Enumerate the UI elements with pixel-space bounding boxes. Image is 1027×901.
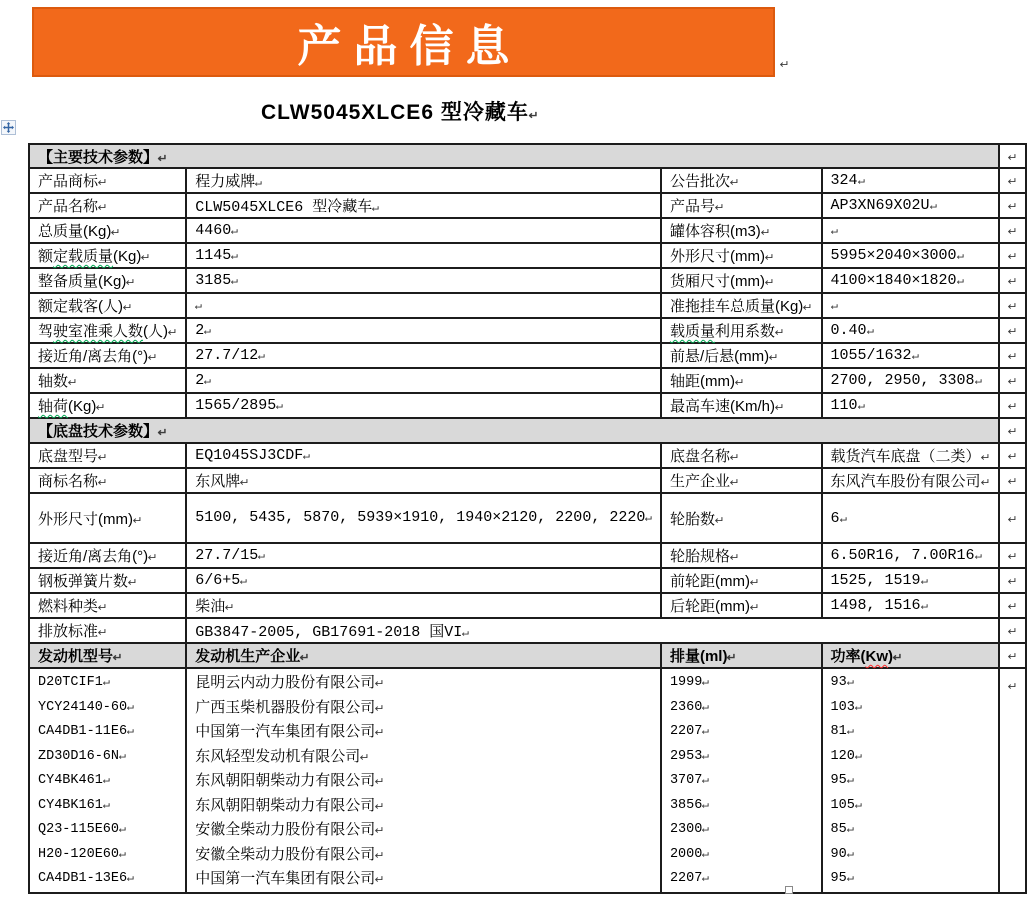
engine-maker: 昆明云内动力股份有限公司↵ — [195, 671, 652, 696]
engine-header-displacement: 排量(ml)↵ — [661, 643, 822, 668]
param-value: 1525, 1519↵ — [822, 568, 999, 593]
spellcheck-green: 驶室准乘人数 — [53, 323, 144, 340]
engine-model-column — [29, 668, 186, 893]
param-value: 3185↵ — [186, 268, 661, 293]
param-value — [186, 293, 661, 318]
param-value: 27.7/15↵ — [186, 543, 661, 568]
pilcrow-mark — [1007, 552, 1017, 563]
engine-displacement: 1999↵ — [670, 671, 813, 696]
param-value: 4460↵ — [186, 218, 661, 243]
engine-maker-column — [186, 668, 661, 893]
param-label: 外形尺寸(mm)↵ — [29, 493, 186, 543]
pilcrow-mark — [1007, 452, 1017, 463]
param-value: 2↵ — [186, 368, 661, 393]
pilcrow-mark — [1007, 627, 1017, 638]
engine-header-maker: 发动机生产企业↵ — [186, 643, 661, 668]
pilcrow-mark — [1007, 402, 1017, 413]
engine-displacement: 3707↵ — [670, 769, 813, 794]
param-label: 驾驶室准乘人数(人)↵ — [29, 318, 186, 343]
engine-power: 120↵ — [831, 745, 990, 770]
pilcrow-mark — [1007, 652, 1017, 663]
spec-table — [28, 143, 1027, 894]
spellcheck-green: 定载质量 — [53, 248, 114, 265]
engine-displacement-column — [661, 668, 822, 893]
param-label: 准拖挂车总质量(Kg)↵ — [661, 293, 822, 318]
engine-displacement: 2000↵ — [670, 843, 813, 868]
param-value: 6/6+5↵ — [186, 568, 661, 593]
engine-model: CA4DB1-11E6↵ — [38, 720, 177, 745]
param-label: 公告批次↵ — [661, 168, 822, 193]
param-label: 接近角/离去角(°)↵ — [29, 343, 186, 368]
param-label: 额定载质量(Kg)↵ — [29, 243, 186, 268]
param-value: 东风牌↵ — [186, 468, 661, 493]
pilcrow-mark — [1007, 477, 1017, 488]
param-label: 罐体容积(m3)↵ — [661, 218, 822, 243]
param-label: 外形尺寸(mm)↵ — [661, 243, 822, 268]
engine-displacement: 2360↵ — [670, 696, 813, 721]
pilcrow-mark — [780, 60, 790, 71]
section-header-main: 【主要技术参数】↵ — [29, 144, 999, 168]
engine-power: 93↵ — [831, 671, 990, 696]
product-info-banner — [32, 7, 775, 77]
param-label: 产品号↵ — [661, 193, 822, 218]
pilcrow-mark — [1007, 352, 1017, 363]
param-label: 前悬/后悬(mm)↵ — [661, 343, 822, 368]
engine-power: 95↵ — [831, 769, 990, 794]
engine-power: 95↵ — [831, 867, 990, 892]
param-value: 6↵ — [822, 493, 999, 543]
row-end-mark — [999, 144, 1026, 168]
engine-maker: 东风轻型发动机有限公司↵ — [195, 745, 652, 770]
engine-model: H20-120E60↵ — [38, 843, 177, 868]
engine-maker: 安徽全柴动力股份有限公司↵ — [195, 818, 652, 843]
engine-displacement: 2207↵ — [670, 720, 813, 745]
engine-maker: 中国第一汽车集团有限公司↵ — [195, 867, 652, 892]
engine-model: CA4DB1-13E6↵ — [38, 867, 177, 892]
param-label: 底盘型号↵ — [29, 443, 186, 468]
param-label: 载质量利用系数↵ — [661, 318, 822, 343]
pilcrow-mark — [1007, 327, 1017, 338]
param-value — [822, 218, 999, 243]
param-value: 0.40↵ — [822, 318, 999, 343]
param-value: 1498, 1516↵ — [822, 593, 999, 618]
pilcrow-mark — [1007, 252, 1017, 263]
engine-maker: 广西玉柴机器股份有限公司↵ — [195, 696, 652, 721]
param-value: 1145↵ — [186, 243, 661, 268]
param-label: 产品商标↵ — [29, 168, 186, 193]
pilcrow-mark — [1007, 202, 1017, 213]
engine-header-power: 功率(Kw)↵ — [822, 643, 999, 668]
param-value: 1565/2895↵ — [186, 393, 661, 418]
param-value: 2700, 2950, 3308↵ — [822, 368, 999, 393]
param-label: 后轮距(mm)↵ — [661, 593, 822, 618]
pilcrow-mark — [1007, 577, 1017, 588]
pilcrow-mark — [1007, 602, 1017, 613]
pilcrow-mark — [1007, 277, 1017, 288]
spellcheck-green: 载质量 — [669, 323, 715, 340]
param-value: 6.50R16, 7.00R16↵ — [822, 543, 999, 568]
param-value: 2↵ — [186, 318, 661, 343]
param-value — [822, 293, 999, 318]
engine-maker: 中国第一汽车集团有限公司↵ — [195, 720, 652, 745]
param-label: 最高车速(Km/h)↵ — [661, 393, 822, 418]
engine-power: 105↵ — [831, 794, 990, 819]
param-label: 整备质量(Kg)↵ — [29, 268, 186, 293]
param-label: 货厢尺寸(mm)↵ — [661, 268, 822, 293]
param-label: 轴距(mm)↵ — [661, 368, 822, 393]
engine-displacement: 2953↵ — [670, 745, 813, 770]
param-value: 5995×2040×3000↵ — [822, 243, 999, 268]
pilcrow-mark — [1007, 682, 1017, 693]
move-cross-icon — [3, 122, 14, 133]
banner-title: 产品信息 — [297, 22, 522, 71]
table-move-handle-icon[interactable] — [1, 120, 16, 135]
param-label: 底盘名称↵ — [661, 443, 822, 468]
param-value: 程力威牌↵ — [186, 168, 661, 193]
section-header-chassis: 【底盘技术参数】↵ — [29, 418, 999, 443]
engine-power: 81↵ — [831, 720, 990, 745]
engine-header-model: 发动机型号↵ — [29, 643, 186, 668]
param-label: 前轮距(mm)↵ — [661, 568, 822, 593]
engine-displacement: 3856↵ — [670, 794, 813, 819]
param-label: 排放标准↵ — [29, 618, 186, 643]
engine-model: YCY24140-60↵ — [38, 696, 177, 721]
engine-maker: 东风朝阳朝柴动力有限公司↵ — [195, 794, 652, 819]
pilcrow-mark — [1007, 427, 1017, 438]
param-label: 轴荷(Kg)↵ — [29, 393, 186, 418]
engine-power: 85↵ — [831, 818, 990, 843]
param-label: 生产企业↵ — [661, 468, 822, 493]
engine-displacement: 2300↵ — [670, 818, 813, 843]
param-value: 载货汽车底盘（二类）↵ — [822, 443, 999, 468]
pilcrow-mark — [158, 154, 168, 165]
doc-title-text: CLW5045XLCE6 型冷藏车 — [260, 101, 529, 124]
pilcrow-mark — [1007, 227, 1017, 238]
engine-model: Q23-115E60↵ — [38, 818, 177, 843]
pilcrow-mark — [528, 111, 539, 122]
param-label: 轮胎规格↵ — [661, 543, 822, 568]
param-value: EQ1045SJ3CDF↵ — [186, 443, 661, 468]
param-value: 5100, 5435, 5870, 5939×1910, 1940×2120, 2200, 2220↵ — [186, 493, 661, 543]
pilcrow-mark — [158, 428, 168, 439]
param-label: 额定载客(人)↵ — [29, 293, 186, 318]
engine-power: 90↵ — [831, 843, 990, 868]
pilcrow-mark — [1007, 377, 1017, 388]
param-value: 27.7/12↵ — [186, 343, 661, 368]
param-value: 324↵ — [822, 168, 999, 193]
emission-value: GB3847-2005, GB17691-2018 国VI↵ — [186, 618, 999, 643]
engine-model: D20TCIF1↵ — [38, 671, 177, 696]
engine-power: 103↵ — [831, 696, 990, 721]
param-value: 110↵ — [822, 393, 999, 418]
param-label: 燃料种类↵ — [29, 593, 186, 618]
doc-title — [0, 96, 800, 126]
engine-maker: 安徽全柴动力股份有限公司↵ — [195, 843, 652, 868]
engine-model: CY4BK461↵ — [38, 769, 177, 794]
param-label: 总质量(Kg)↵ — [29, 218, 186, 243]
engine-displacement: 2207↵ — [670, 867, 813, 892]
param-label: 钢板弹簧片数↵ — [29, 568, 186, 593]
param-label: 商标名称↵ — [29, 468, 186, 493]
engine-maker: 东风朝阳朝柴动力有限公司↵ — [195, 769, 652, 794]
param-label: 接近角/离去角(°)↵ — [29, 543, 186, 568]
pilcrow-mark — [1007, 177, 1017, 188]
pilcrow-mark — [1007, 515, 1017, 526]
param-value: 东风汽车股份有限公司↵ — [822, 468, 999, 493]
param-label: 轮胎数↵ — [661, 493, 822, 543]
engine-model: ZD30D16-6N↵ — [38, 745, 177, 770]
spellcheck-red: Kw — [865, 648, 889, 665]
param-label: 轴数↵ — [29, 368, 186, 393]
param-value: 柴油↵ — [186, 593, 661, 618]
param-value: CLW5045XLCE6 型冷藏车↵ — [186, 193, 661, 218]
spellcheck-green: 轴荷 — [38, 398, 69, 415]
param-value: AP3XN69X02U↵ — [822, 193, 999, 218]
param-value: 1055/1632↵ — [822, 343, 999, 368]
param-label: 产品名称↵ — [29, 193, 186, 218]
table-resize-handle[interactable] — [785, 886, 793, 894]
pilcrow-mark — [1007, 302, 1017, 313]
param-value: 4100×1840×1820↵ — [822, 268, 999, 293]
engine-model: CY4BK161↵ — [38, 794, 177, 819]
pilcrow-mark — [1007, 153, 1017, 164]
engine-power-column — [822, 668, 999, 893]
